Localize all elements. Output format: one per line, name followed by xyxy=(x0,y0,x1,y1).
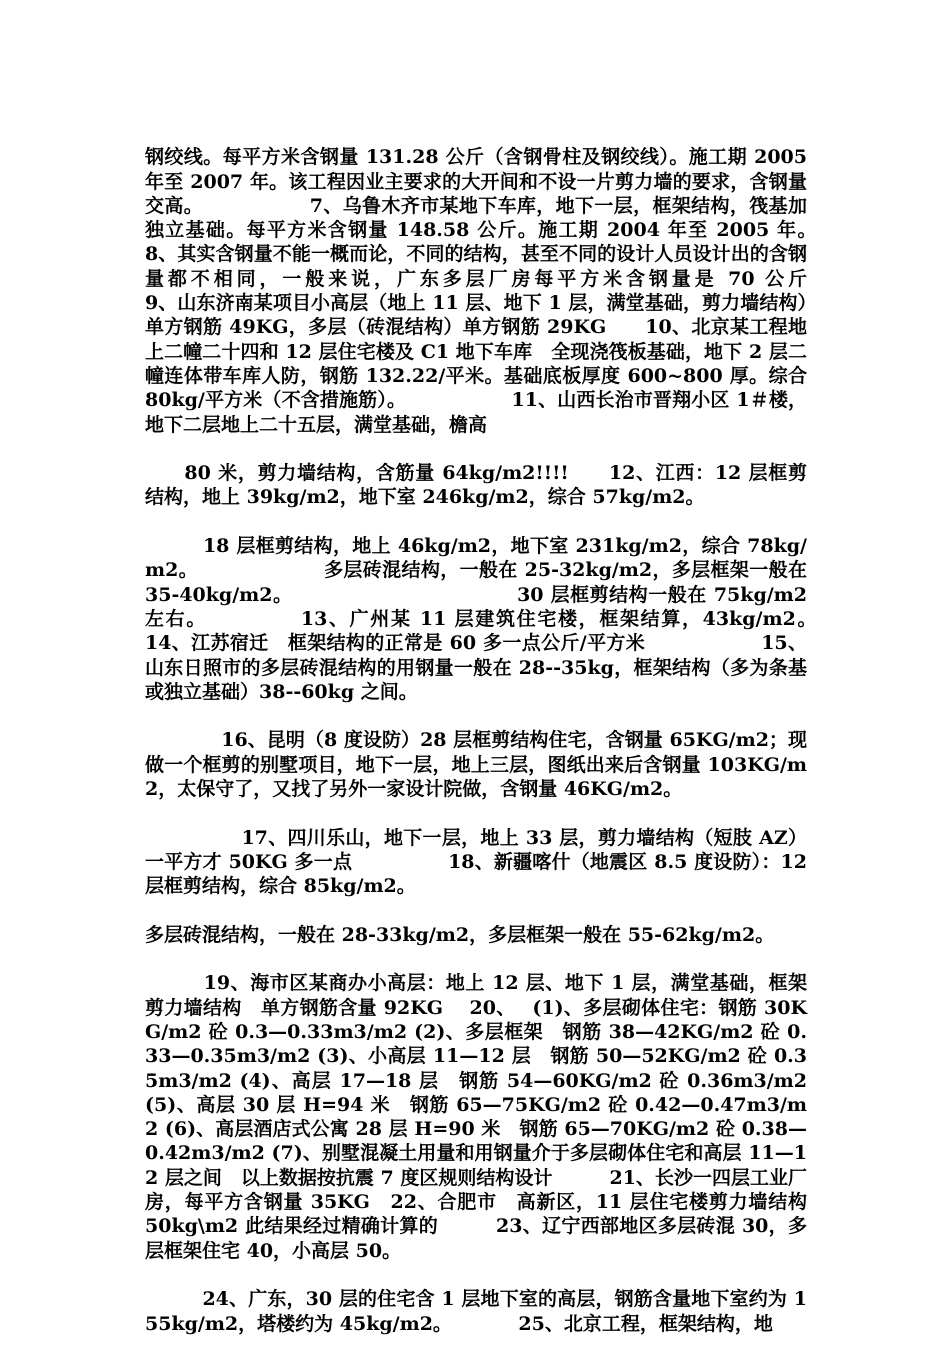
paragraph: 18 层框剪结构，地上 46kg/m2，地下室 231kg/m2，综合 78kg/m2。 多层砖混结构，一般在 25-32kg/m2，多层框架一般在 35-40kg/m2。 30 层框剪结构一般在 75kg/m2 左右。 13、广州某 11 层建筑住宅楼，框架结算，43kg/m2。 14、江苏宿迁 框架结构的正常是 60 多一点公斤/平方米 15、山东日照市的多层砖混结构的用钢量一般在 28--35kg，框架结构（多为条基或独立基础）38--60kg 之间。 xyxy=(145,535,903,703)
paragraph: 24、广东，30 层的住宅含 1 层地下室的高层，钢筋含量地下室约为 155kg/m2，塔楼约为 45kg/m2。 25、北京工程，框架结构，地 xyxy=(145,1288,807,1335)
paragraph: 钢绞线。每平方米含钢量 131.28 公斤（含钢骨柱及钢绞线）。施工期 2005 年至 2007 年。该工程因业主要求的大开间和不设一片剪力墙的要求，含钢量交高。 7、乌鲁木齐市某地下车库，地下一层，框架结构，筏基加独立基础。每平方米含钢量 148.58 公斤。施工期 2004 年至 2005 年。 8、其实含钢量不能一概而论，不同的结构，甚至不同的设计人员设计出的含钢量都不相同，一般来说，广东多层厂房每平方米含钢量是 70 公斤 9、山东济南某项目小高层（地上 11 层、地下 1 层，满堂基础，剪力墙结构）单方钢筋 49KG，多层（砖混结构）单方钢筋 29KG 10、北京某工程地上二幢二十四和 12 层住宅楼及 C1 地下车库 全现浇筏板基础，地下 2 层二幢连体带车库人防，钢筋 132.22/平米。基础底板厚度 600~800 厚。综合 80kg/平方米（不含措施筋）。 11、山西长治市晋翔小区 1＃楼，地下二层地上二十五层，满堂基础，檐高 xyxy=(145,146,903,436)
paragraph: 多层砖混结构，一般在 28-33kg/m2，多层框架一般在 55-62kg/m2。 xyxy=(145,923,775,946)
paragraph: 19、海市区某商办小高层：地上 12 层、地下 1 层，满堂基础，框架剪力墙结构 单方钢筋含量 92KG 20、 (1)、多层砌体住宅：钢筋 30KG/m2 砼 0.3—0.33m3/m2 (2)、多层框架 钢筋 38—42KG/m2 砼 0.33—0.35m3/m2 (3)、小高层 11—12 层 钢筋 50—52KG/m2 砼 0.35m3/m2 (4)、高层 17—18 层 钢筋 54—60KG/m2 砼 0.36m3/m2 (5)、高层 30 层 H=94 米 钢筋 65—75KG/m2 砼 0.42—0.47m3/m2 (6)、高层酒店式公寓 28 层 H=90 米 钢筋 65—70KG/m2 砼 0.38—0.42m3/m2 (7)、别墅混凝土用量和用钢量介于多层砌体住宅和高层 11—12 层之间 以上数据按抗震 7 度区规则结构设计 21、长沙一四层工业厂房，每平方含钢量 35KG 22、合肥市 高新区，11 层住宅楼剪力墙结构 50kg\m2 此结果经过精确计算的 23、辽宁西部地区多层砖混 30，多层框架住宅 40，小高层 50。 xyxy=(145,972,827,1262)
body-text xyxy=(145,121,903,1360)
paragraph: 17、四川乐山，地下一层，地上 33 层，剪力墙结构（短肢 AZ）一平方才 50KG 多一点 18、新疆喀什（地震区 8.5 度设防）：12 层框剪结构，综合 85kg/m2。 xyxy=(145,826,807,898)
paragraph: 80 米，剪力墙结构，含筋量 64kg/m2!!!! 12、江西：12 层框剪结构，地上 39kg/m2，地下室 246kg/m2，综合 57kg/m2。 xyxy=(145,462,807,509)
paragraph: 16、昆明（8 度设防）28 层框剪结构住宅，含钢量 65KG/m2；现做一个框剪的别墅项目，地下一层，地上三层，图纸出来后含钢量 103KG/m2，太保守了，又找了另外一家设计院做，含钢量 46KG/m2。 xyxy=(145,729,807,801)
